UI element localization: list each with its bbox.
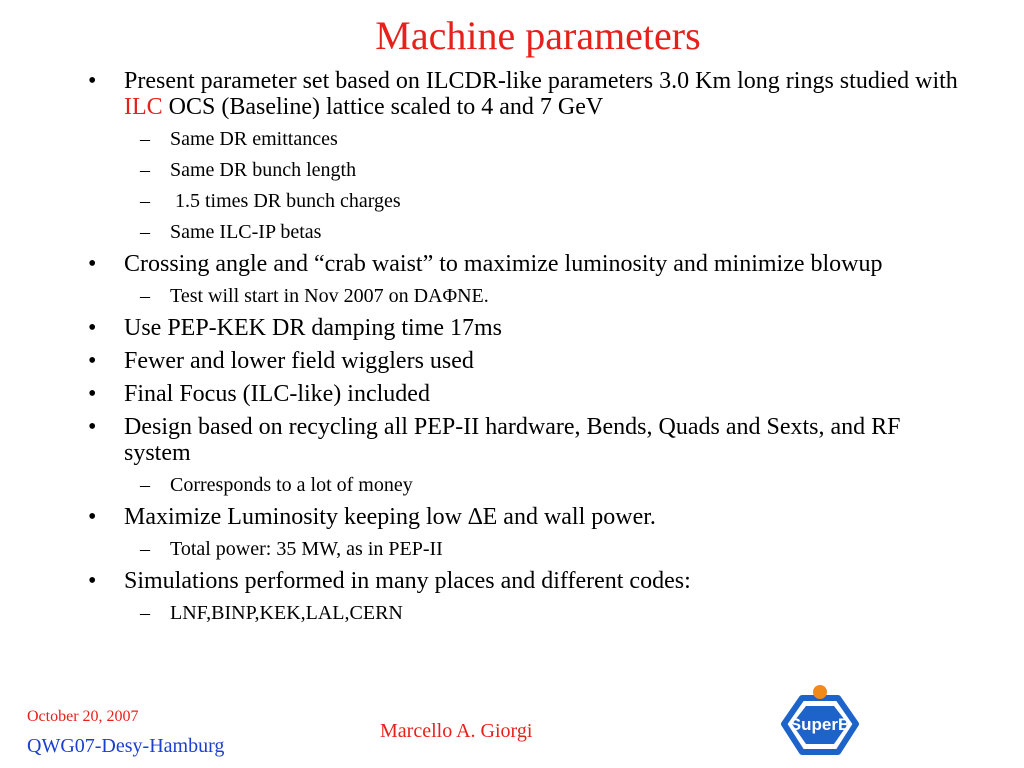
logo-text: SuperB [789, 715, 851, 734]
bullet-text: Present parameter set based on ILCDR-like parameters 3.0 Km long rings studied with [124, 68, 958, 94]
bullet-mark: • [88, 348, 97, 374]
bullet-mark: • [88, 251, 97, 277]
bullet-text: Fewer and lower field wigglers used [124, 348, 474, 374]
bullet-item [88, 381, 968, 407]
sub-text: Test will start in Nov 2007 on DAΦNE. [170, 285, 489, 307]
sub-mark: – [140, 221, 150, 243]
bullet-item [88, 414, 968, 466]
footer-author: Marcello A. Giorgi [380, 720, 533, 742]
bullet-item [88, 315, 968, 341]
bullet-mark: • [88, 504, 97, 530]
sub-mark: – [140, 602, 150, 624]
bullet-item [88, 68, 968, 120]
sub-mark: – [140, 128, 150, 150]
sub-item [88, 473, 968, 497]
sub-text: Same DR emittances [170, 128, 338, 150]
slide-title: Machine parameters [375, 13, 701, 58]
bullet-mark: • [88, 414, 97, 440]
bullet-text: Simulations performed in many places and different codes: [124, 568, 691, 594]
superb-logo-icon [778, 684, 862, 758]
bullet-text: Final Focus (ILC-like) included [124, 381, 430, 407]
sub-item [88, 189, 968, 213]
bullet-text: Use PEP-KEK DR damping time 17ms [124, 315, 502, 341]
sub-mark: – [140, 190, 150, 212]
sub-text: Same ILC-IP betas [170, 221, 322, 243]
bullet-mark: • [88, 315, 97, 341]
bullet-item [88, 504, 968, 530]
sub-mark: – [140, 159, 150, 181]
bullet-item [88, 251, 968, 277]
sub-mark: – [140, 474, 150, 496]
sub-item [88, 284, 968, 308]
sub-text: LNF,BINP,KEK,LAL,CERN [170, 602, 403, 624]
footer-conference: QWG07-Desy-Hamburg [27, 735, 225, 757]
bullet-text: Crossing angle and “crab waist” to maximize luminosity and minimize blowup [124, 251, 883, 277]
sub-text: Corresponds to a lot of money [170, 474, 413, 496]
sub-text: Total power: 35 MW, as in PEP-II [170, 538, 443, 560]
sub-item [88, 127, 968, 151]
bullet-item [88, 568, 968, 594]
sub-item [88, 601, 968, 625]
sub-text: 1.5 times DR bunch charges [170, 190, 401, 212]
bullet-text: OCS (Baseline) lattice scaled to 4 and 7 GeV [162, 94, 604, 120]
sub-item [88, 220, 968, 244]
bullet-item [88, 348, 968, 374]
sub-mark: – [140, 285, 150, 307]
bullet-highlight: ILC [124, 94, 163, 120]
sub-item [88, 537, 968, 561]
sub-item [88, 158, 968, 182]
sub-mark: – [140, 538, 150, 560]
footer-date: October 20, 2007 [27, 708, 139, 725]
logo-dot [813, 685, 827, 699]
bullet-mark: • [88, 568, 97, 594]
bullet-mark: • [88, 381, 97, 407]
bullet-mark: • [88, 68, 97, 94]
bullet-text: Maximize Luminosity keeping low ∆E and wall power. [124, 504, 656, 530]
bullet-text: Design based on recycling all PEP-II hardware, Bends, Quads and Sexts, and RF system [124, 414, 901, 466]
sub-text: Same DR bunch length [170, 159, 357, 181]
bullet-list [88, 68, 968, 625]
